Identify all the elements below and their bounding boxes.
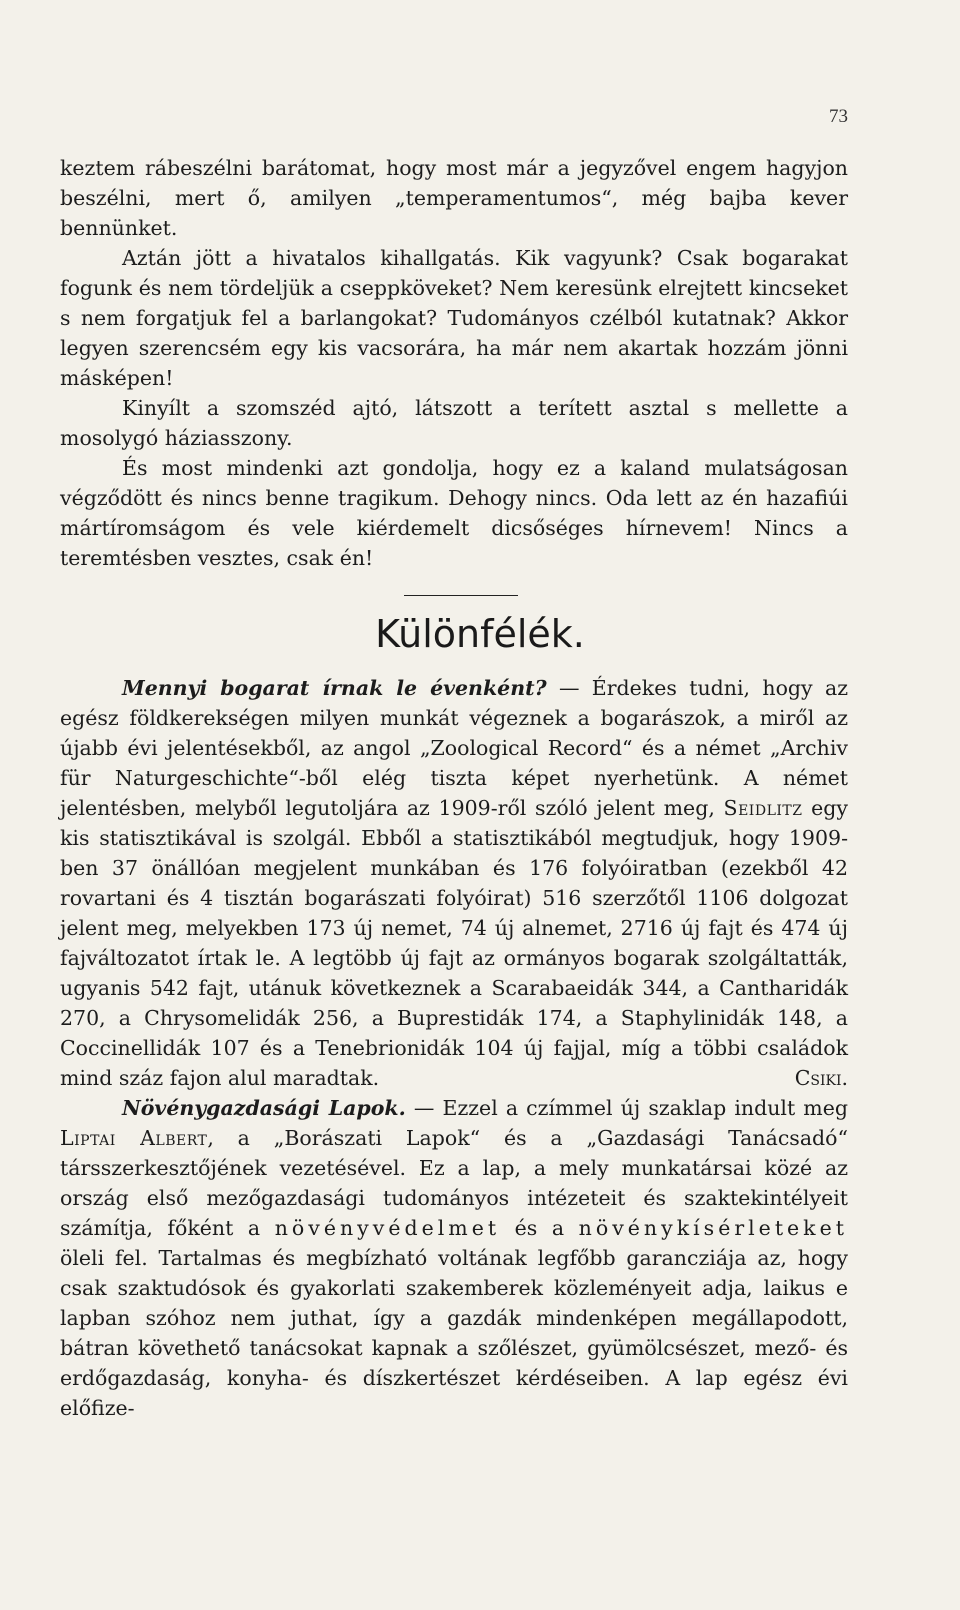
story-continuation: [60, 153, 848, 573]
paragraph: Kinyílt a szomszéd ajtó, látszott a terített asztal s mellette a mosolygó háziasszony.: [60, 396, 848, 450]
author-name: Seidlitz: [723, 796, 803, 820]
article-text: — Ezzel a czímmel új szaklap indult meg: [405, 1096, 848, 1120]
article-paragraph: [60, 673, 848, 1093]
section-divider: [404, 595, 518, 596]
article-text: — Érdekes tudni, hogy az egész földkerekségen milyen munkát végeznek a bogarászok, a miről az újabb évi jelentésekből, az angol „Zoological Record“ és a német „Archiv für Naturgeschichte“-ből elég tiszta képet nyerhetünk. A német jelentésben, melyből legutoljára az 1909-ről szóló jelent meg,: [60, 676, 849, 820]
article-title: Mennyi bogarat írnak le évenként?: [122, 676, 547, 700]
article-title: Növénygazdasági Lapok.: [122, 1096, 406, 1120]
article-text: öleli fel. Tartalmas és megbízható voltának legfőbb garancziája az, hogy csak szaktudósok és gyakorlati szakemberek közleményeit adja, laikus e lapban szóhoz nem juthat, így a gazdák mindenképen megállapodott, bátran követhető tanácsokat kapnak a szőlészet, gyümölcsészet, mező- és erdőgazdaság, konyha- és díszkertészet kérdéseiben. A lap egész évi előfize-: [60, 1246, 848, 1420]
page-number: 73: [829, 106, 848, 127]
editor-name: Liptai Albert: [60, 1126, 208, 1150]
article-text: egy kis statisztikával is szolgál. Ebből a statisztikából megtudjuk, hogy 1909-ben 37 önállóan megjelent munkában és 176 folyóiratban (ezekből 42 rovartani és 4 tisztán bogarászati folyóirat) 516 szerzőtől 1106 dolgozat jelent meg, melyekben 173 új nemet, 74 új alnemet, 2716 új fajt és 474 új fajváltozatot írtak le. A legtöbb új fajt az ormányos bogarak szolgáltatták, ugyanis 542 fajt, utánuk következnek a Scarabaeidák 344, a Cantharidák 270, a Chrysomelidák 256, a Buprestidák 174, a Staphylinidák 148, a Coccinellidák 107 és a Tenebrionidák 104 új fajjal, míg a többi családok mind száz fajon alul maradtak.: [60, 796, 849, 1090]
emphasized-term: növényvédelmet: [274, 1216, 501, 1240]
article-paragraph: [60, 1093, 848, 1423]
emphasized-term: növénykísérleteket: [578, 1216, 848, 1240]
miscellany-section: [60, 673, 848, 1423]
paragraph: És most mindenki azt gondolja, hogy ez a kaland mulatságosan végződött és nincs benne tragikum. Dehogy nincs. Oda lett az én hazafiúi mártíromságom és vele kiérdemelt dicsőséges hírnevem! Nincs a teremtésben vesztes, csak én!: [60, 456, 848, 570]
article-signature: Csiki.: [794, 1066, 848, 1090]
article-text: és a: [500, 1216, 579, 1240]
article-text: , a „Borászati Lapok“ és a „Gazdasági Tanácsadó“ társszerkesztőjének vezetésével. Ez a lap, a mely munkatársai közé az ország első mezőgazdasági tudományos intézeteit és szaktekintélyeit számítja, főként a: [60, 1126, 848, 1240]
section-heading: Különfélék.: [375, 612, 585, 656]
paragraph: Aztán jött a hivatalos kihallgatás. Kik vagyunk? Csak bogarakat fogunk és nem tördeljük a cseppköveket? Nem keresünk elrejtett kincseket s nem forgatjuk fel a barlangokat? Tudományos czélból kutatnak? Akkor legyen szerencsém egy kis vacsorára, ha már nem akartak hozzám jönni másképen!: [60, 246, 848, 390]
paragraph: keztem rábeszélni barátomat, hogy most már a jegyzővel engem hagyjon beszélni, mert ő, amilyen „temperamentumos“, még bajba kever bennünket.: [60, 156, 848, 240]
